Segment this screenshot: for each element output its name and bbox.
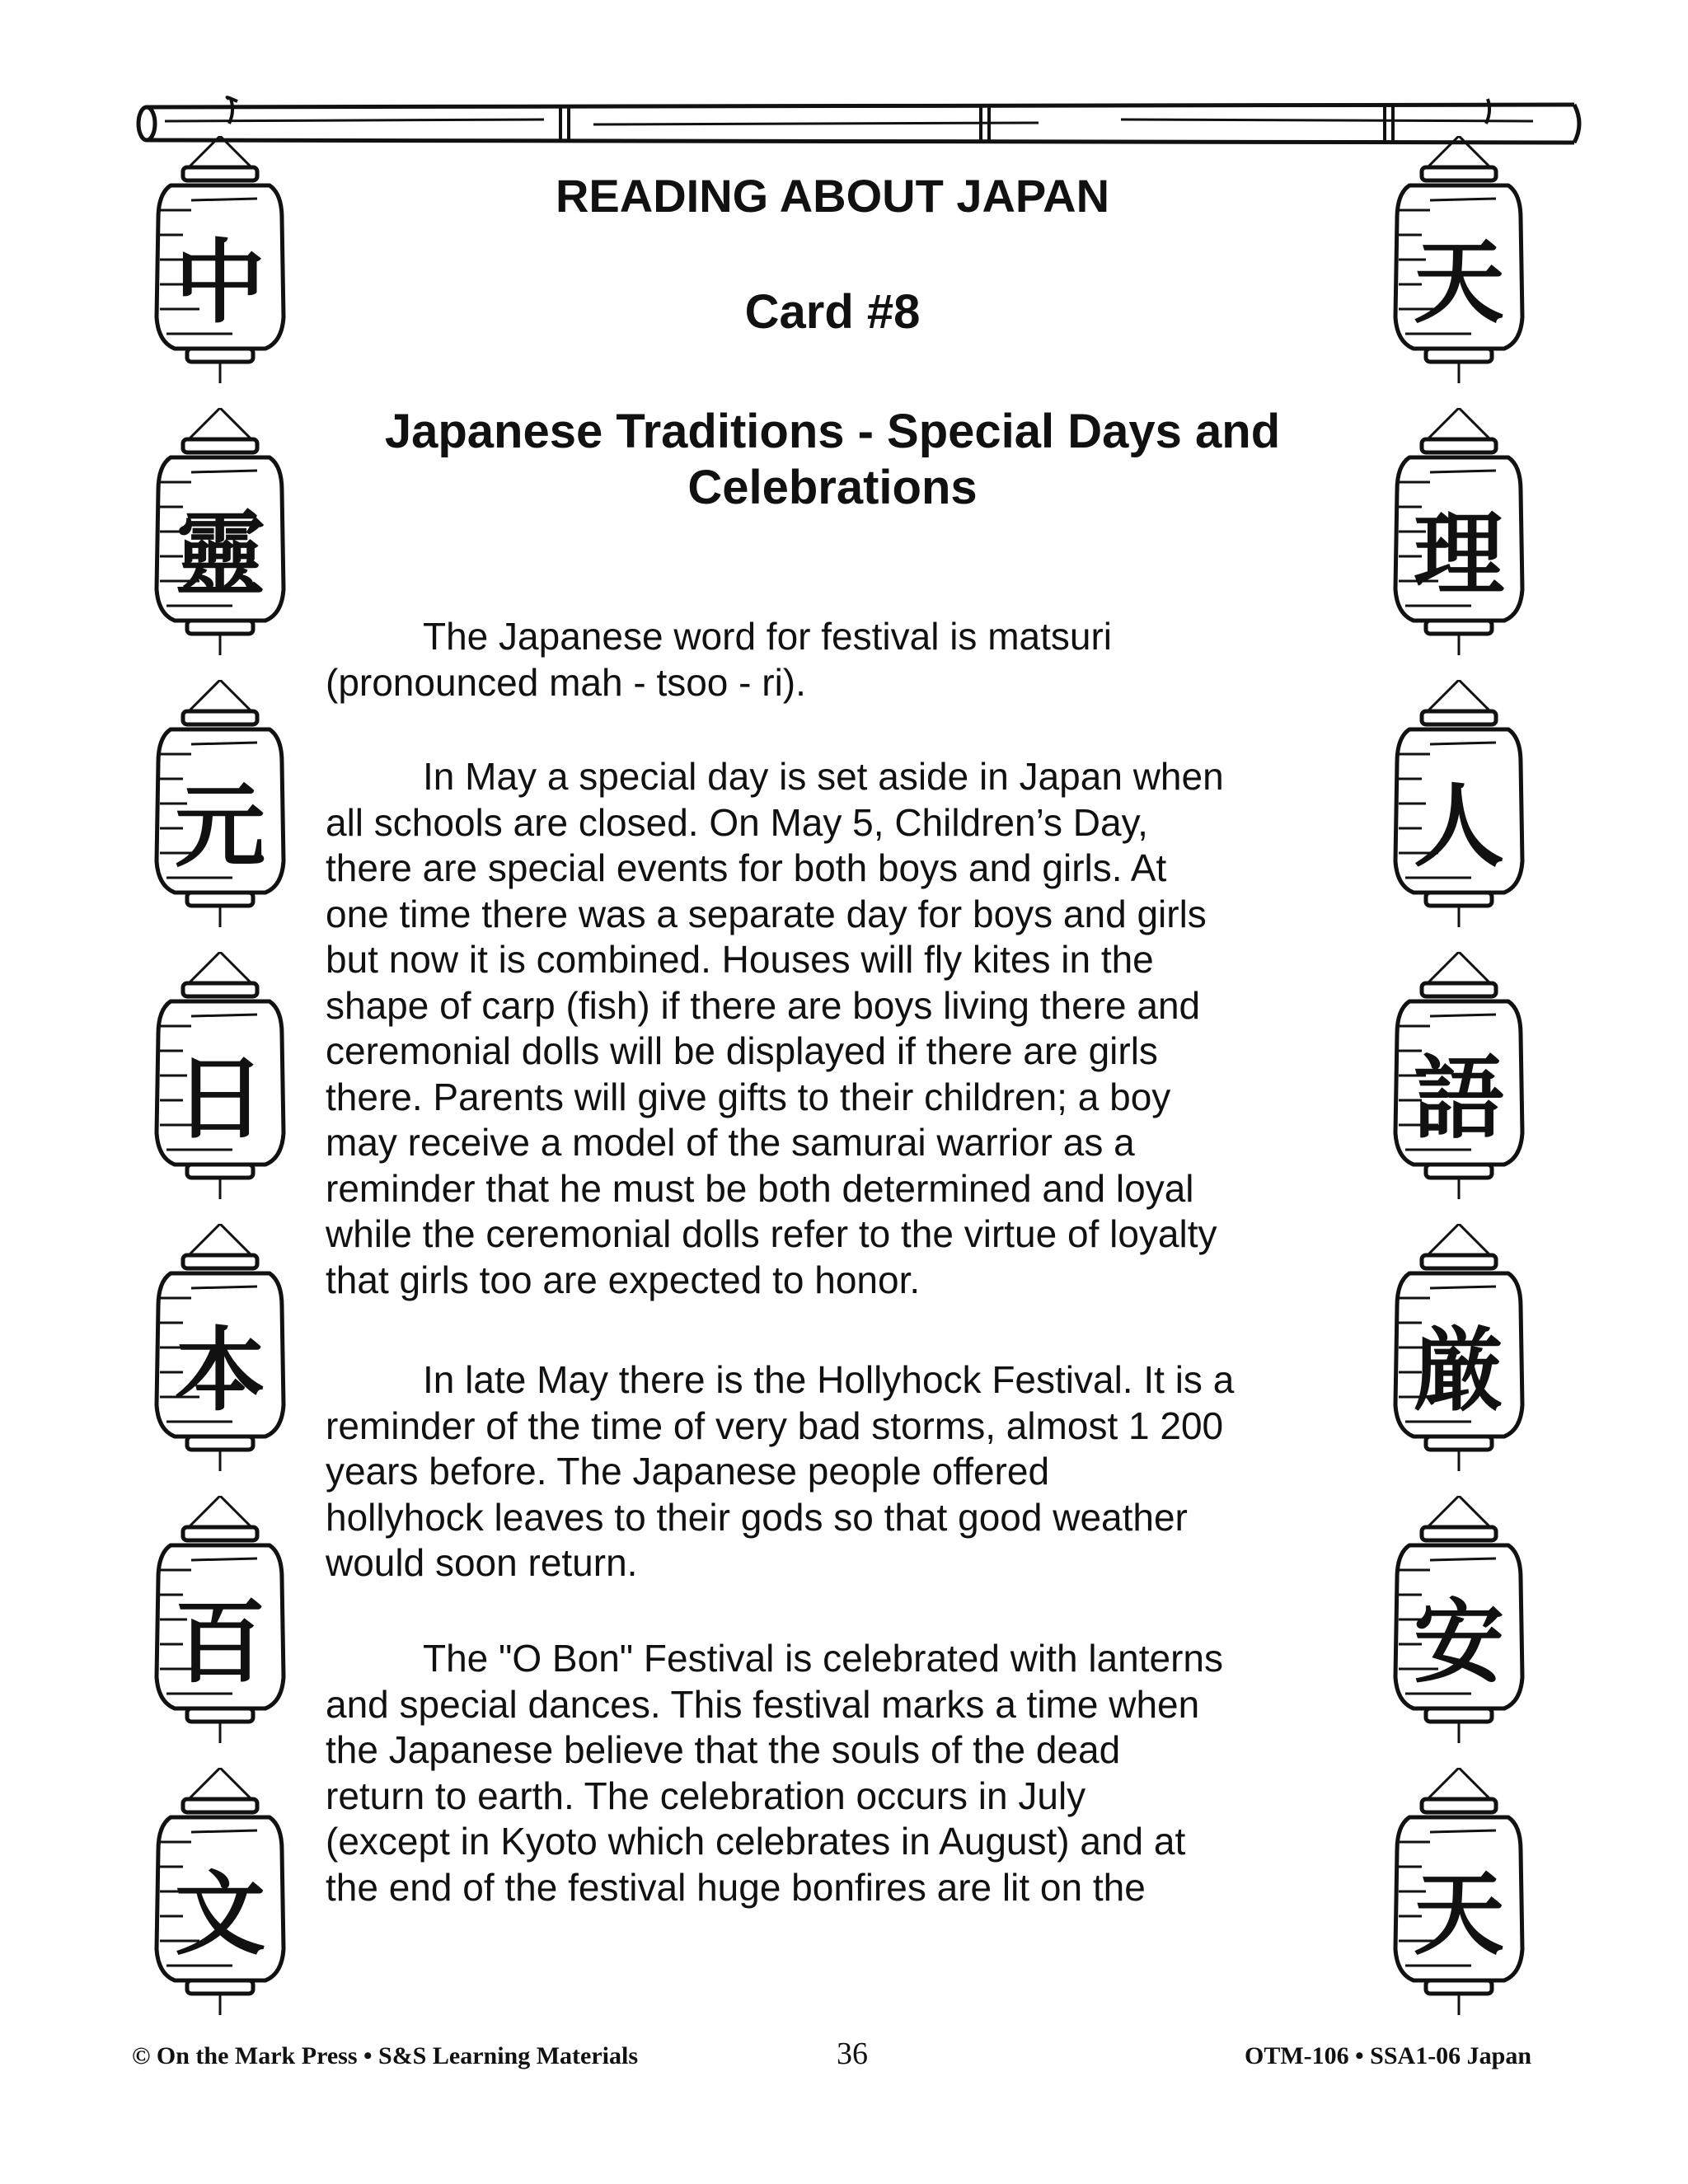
lantern-icon <box>1381 1768 1537 2015</box>
lantern-character: 天 <box>1414 1862 1504 1967</box>
lantern-character: 語 <box>1414 1046 1504 1151</box>
footer-copyright: © On the Mark Press • S&S Learning Materials <box>132 2042 638 2069</box>
lantern-icon <box>1381 136 1537 383</box>
paragraph-line: The Japanese word for festival is matsuri <box>423 615 1113 658</box>
paragraph-line: return to earth. The celebration occurs in July <box>326 1774 1086 1817</box>
paragraph-line: hollyhock leaves to their gods so that good weather <box>326 1495 1188 1539</box>
lantern-character: 中 <box>175 230 265 335</box>
lantern-character: 人 <box>1414 774 1504 879</box>
lantern-icon <box>1381 1224 1537 1471</box>
paragraph-line: there. Parents will give gifts to their children; a boy <box>326 1075 1171 1118</box>
page-number: 36 <box>837 2036 868 2071</box>
paragraph-line: would soon return. <box>326 1541 638 1584</box>
lantern-character: 天 <box>1414 230 1504 335</box>
lantern-icon <box>142 1224 298 1471</box>
page-title: READING ABOUT JAPAN <box>555 170 1110 222</box>
paragraph-line: that girls too are expected to honor. <box>326 1258 921 1301</box>
lantern-character: 安 <box>1414 1590 1504 1695</box>
subtitle-line: Celebrations <box>687 461 978 514</box>
paragraph-line: reminder of the time of very bad storms, almost 1 200 <box>326 1404 1224 1447</box>
paragraph-4 <box>326 1636 1348 1910</box>
paragraph-line: one time there was a separate day for boys and girls <box>326 892 1207 935</box>
paragraph-line: (except in Kyoto which celebrates in August) and at <box>326 1820 1186 1863</box>
lantern-character: 理 <box>1414 502 1504 607</box>
bamboo-pole <box>132 95 1591 152</box>
lantern-icon <box>1381 952 1537 1199</box>
paragraph-line: In May a special day is set aside in Japan when <box>423 755 1224 798</box>
card-number: Card #8 <box>744 285 921 339</box>
paragraph-line: years before. The Japanese people offered <box>326 1450 1050 1493</box>
lantern-character: 元 <box>175 774 265 879</box>
lantern-icon <box>142 952 298 1199</box>
paragraph-line: the Japanese believe that the souls of the dead <box>326 1728 1121 1771</box>
paragraph-line: while the ceremonial dolls refer to the virtue of loyalty <box>326 1212 1217 1255</box>
paragraph-line: may receive a model of the samurai warrior as a <box>326 1121 1135 1164</box>
paragraph-2 <box>326 754 1348 1303</box>
lantern-character: 文 <box>175 1862 265 1967</box>
lantern-icon <box>1381 680 1537 927</box>
paragraph-line: the end of the festival huge bonfires are lit on the <box>326 1865 1146 1909</box>
paragraph-line: there are special events for both boys and girls. At <box>326 846 1167 889</box>
paragraph-line: In late May there is the Hollyhock Festival. It is a <box>423 1358 1235 1401</box>
paragraph-line: shape of carp (fish) if there are boys living there and <box>326 983 1201 1027</box>
paragraph-line: and special dances. This festival marks a time when <box>326 1682 1200 1726</box>
lantern-icon <box>142 1496 298 1743</box>
paragraph-line: but now it is combined. Houses will fly kites in the <box>326 938 1154 981</box>
lantern-icon <box>142 136 298 383</box>
paragraph-3 <box>326 1357 1348 1586</box>
lantern-icon <box>142 408 298 655</box>
paragraph-line: ceremonial dolls will be displayed if there are girls <box>326 1029 1158 1072</box>
lantern-character: 百 <box>175 1590 265 1695</box>
subtitle-line: Japanese Traditions - Special Days and <box>384 405 1281 458</box>
paragraph-line: (pronounced mah - tsoo - ri). <box>326 660 806 704</box>
lantern-character: 日 <box>175 1046 265 1151</box>
card-subtitle <box>330 404 1335 516</box>
lantern-character: 靈 <box>175 502 265 607</box>
paragraph-line: reminder that he must be both determined and loyal <box>326 1166 1194 1210</box>
lantern-character: 本 <box>175 1318 265 1423</box>
lantern-icon <box>1381 1496 1537 1743</box>
footer-product-code: OTM-106 • SSA1-06 Japan <box>1245 2042 1532 2069</box>
paragraph-line: The "O Bon" Festival is celebrated with lanterns <box>423 1637 1223 1680</box>
lantern-icon <box>142 1768 298 2015</box>
lantern-icon <box>1381 408 1537 655</box>
lantern-character: 厳 <box>1414 1318 1504 1423</box>
paragraph-1 <box>326 614 1348 705</box>
paragraph-line: all schools are closed. On May 5, Children’s Day, <box>326 800 1148 844</box>
lantern-icon <box>142 680 298 927</box>
